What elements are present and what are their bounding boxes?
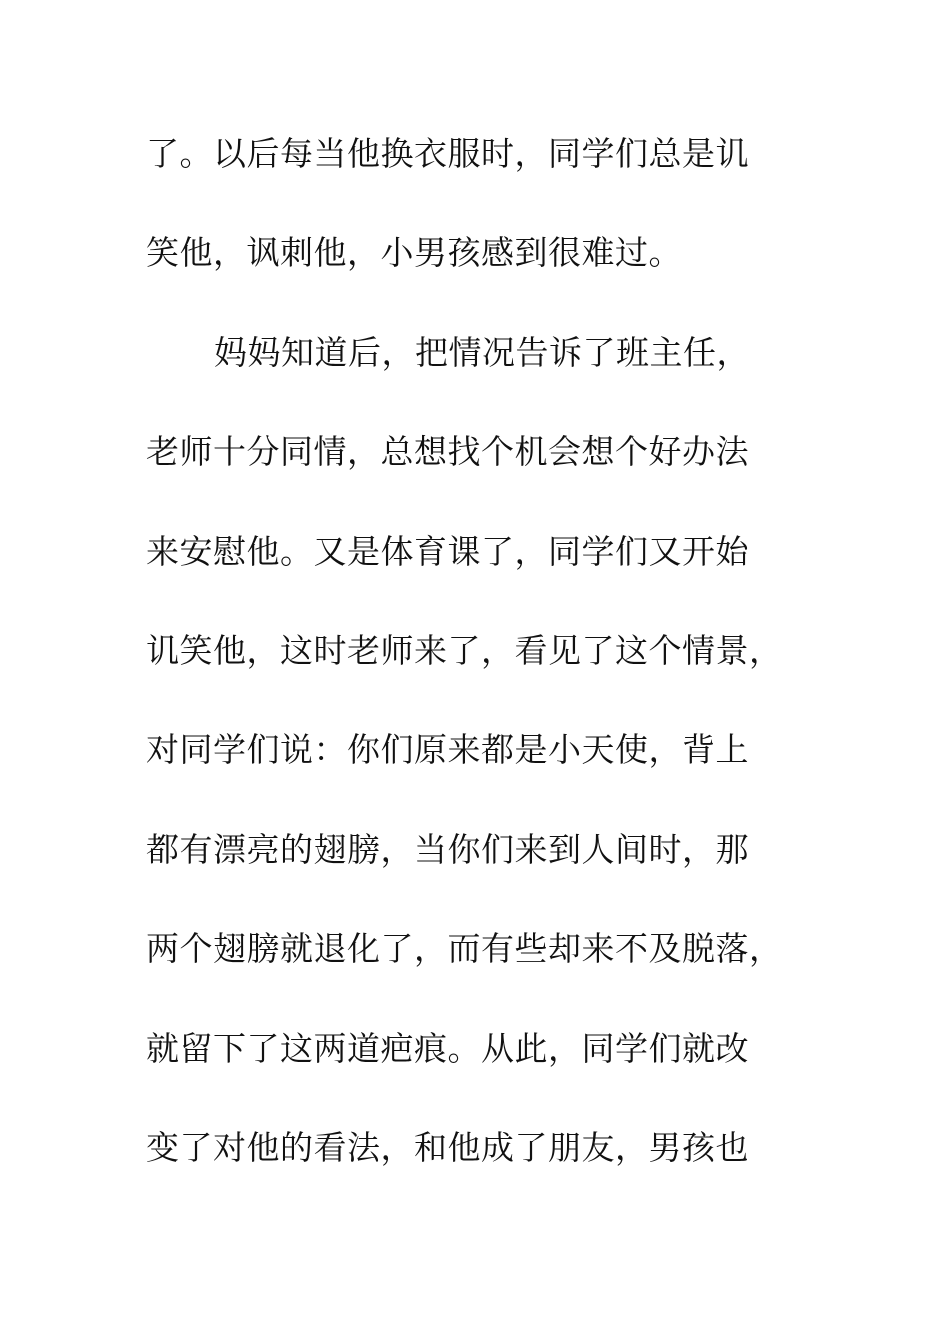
text-line-3: 妈妈知道后，把情况告诉了班主任， [214,332,750,372]
text-line-7: 对同学们说：你们原来都是小天使，背上 [146,730,749,770]
text-line-11: 变了对他的看法，和他成了朋友，男孩也 [146,1127,749,1167]
text-line-4: 老师十分同情，总想找个机会想个好办法 [146,432,749,472]
text-line-2: 笑他，讽刺他，小男孩感到很难过。 [146,233,682,273]
body-text [146,127,846,1220]
text-line-1: 了。以后每当他换衣服时，同学们总是讥 [146,134,749,173]
text-line-5: 来安慰他。又是体育课了，同学们又开始 [146,531,749,571]
text-line-6: 讥笑他，这时老师来了，看见了这个情景， [146,630,783,670]
text-line-10: 就留下了这两道疤痕。从此，同学们就改 [146,1028,749,1068]
text-line-8: 都有漂亮的翅膀，当你们来到人间时，那 [146,829,749,869]
text-line-9: 两个翅膀就退化了，而有些却来不及脱落， [146,929,783,969]
